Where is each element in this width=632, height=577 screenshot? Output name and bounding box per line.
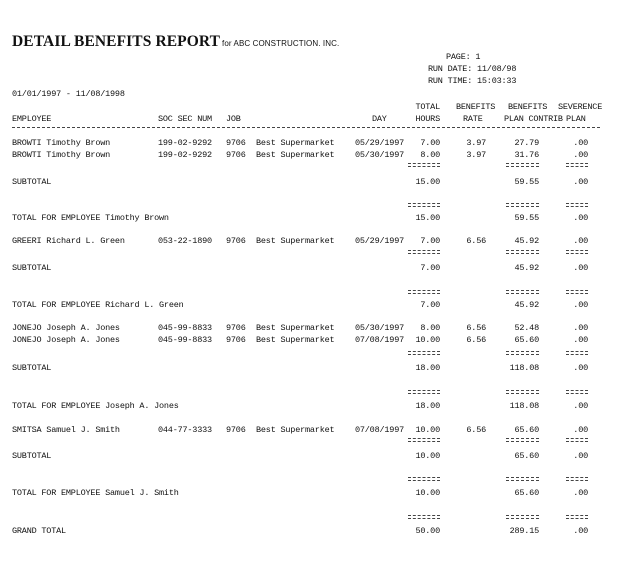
run-time: RUN TIME: 15:03:33 — [428, 76, 517, 86]
column-rule — [506, 477, 539, 481]
job-number-cell: 9706 — [226, 323, 246, 333]
total-contrib: 118.08 — [509, 363, 539, 373]
rate-cell: 6.56 — [466, 236, 486, 246]
col-sev-line1: SEVERENCE — [558, 102, 603, 112]
column-rule — [408, 390, 440, 394]
total-label: TOTAL FOR EMPLOYEE Joseph A. Jones — [12, 401, 179, 411]
total-severance: .00 — [573, 488, 588, 498]
column-rule — [506, 390, 539, 394]
column-rule — [408, 163, 440, 167]
total-contrib: 118.08 — [509, 401, 539, 411]
contrib-cell: 45.92 — [514, 236, 539, 246]
col-job: JOB — [226, 114, 241, 124]
soc-sec-cell: 053-22-1890 — [158, 236, 212, 246]
total-label: SUBTOTAL — [12, 177, 52, 187]
job-number-cell: 9706 — [226, 150, 246, 160]
job-name-cell: Best Supermarket — [256, 425, 335, 435]
job-name-cell: Best Supermarket — [256, 323, 335, 333]
severance-cell: .00 — [573, 138, 588, 148]
total-hours: 15.00 — [415, 213, 440, 223]
rate-cell: 6.56 — [466, 323, 486, 333]
total-label: TOTAL FOR EMPLOYEE Richard L. Green — [12, 300, 184, 310]
severance-cell: .00 — [573, 150, 588, 160]
employee-cell: BROWTI Timothy Brown — [12, 138, 111, 148]
column-rule — [408, 351, 440, 355]
rate-cell: 3.97 — [466, 138, 486, 148]
total-label: SUBTOTAL — [12, 451, 52, 461]
total-hours: 50.00 — [415, 526, 440, 536]
total-hours: 18.00 — [415, 363, 440, 373]
column-rule — [566, 477, 588, 481]
total-label: SUBTOTAL — [12, 263, 52, 273]
total-severance: .00 — [573, 177, 588, 187]
day-cell: 05/30/1997 — [354, 150, 404, 160]
total-contrib: 289.15 — [509, 526, 539, 536]
date-range: 01/01/1997 - 11/08/1998 — [12, 89, 125, 99]
hours-cell: 10.00 — [415, 335, 440, 345]
total-severance: .00 — [573, 451, 588, 461]
column-rule — [408, 250, 440, 254]
total-label: GRAND TOTAL — [12, 526, 66, 536]
col-day: DAY — [372, 114, 387, 124]
job-name-cell: Best Supermarket — [256, 138, 335, 148]
total-hours: 7.00 — [420, 263, 440, 273]
column-rule — [506, 163, 539, 167]
column-rule — [566, 250, 588, 254]
contrib-cell: 65.60 — [514, 335, 539, 345]
job-number-cell: 9706 — [226, 425, 246, 435]
column-rule — [506, 515, 539, 519]
total-contrib: 59.55 — [514, 213, 539, 223]
soc-sec-cell: 045-99-8833 — [158, 335, 212, 345]
header-rule — [12, 127, 600, 128]
total-hours: 18.00 — [415, 401, 440, 411]
contrib-cell: 65.60 — [514, 425, 539, 435]
total-severance: .00 — [573, 401, 588, 411]
job-number-cell: 9706 — [226, 335, 246, 345]
day-cell: 07/08/1997 — [354, 335, 404, 345]
column-rule — [566, 290, 588, 294]
day-cell: 05/30/1997 — [354, 323, 404, 333]
total-severance: .00 — [573, 213, 588, 223]
col-rate-line2: RATE — [463, 114, 483, 124]
severance-cell: .00 — [573, 425, 588, 435]
contrib-cell: 52.48 — [514, 323, 539, 333]
column-rule — [408, 203, 440, 207]
severance-cell: .00 — [573, 323, 588, 333]
day-cell: 07/08/1997 — [354, 425, 404, 435]
report-title: DETAIL BENEFITS REPORT — [12, 33, 221, 50]
rate-cell: 6.56 — [466, 425, 486, 435]
column-rule — [566, 515, 588, 519]
rate-cell: 3.97 — [466, 150, 486, 160]
column-rule — [506, 351, 539, 355]
employee-cell: BROWTI Timothy Brown — [12, 150, 111, 160]
total-hours: 7.00 — [420, 300, 440, 310]
column-rule — [506, 250, 539, 254]
total-hours: 15.00 — [415, 177, 440, 187]
total-severance: .00 — [573, 526, 588, 536]
day-cell: 05/29/1997 — [354, 236, 404, 246]
column-rule — [506, 203, 539, 207]
column-rule — [566, 390, 588, 394]
job-name-cell: Best Supermarket — [256, 236, 335, 246]
severance-cell: .00 — [573, 335, 588, 345]
col-total-line1: TOTAL — [415, 102, 440, 112]
total-severance: .00 — [573, 300, 588, 310]
severance-cell: .00 — [573, 236, 588, 246]
column-rule — [408, 477, 440, 481]
total-label: TOTAL FOR EMPLOYEE Samuel J. Smith — [12, 488, 179, 498]
contrib-cell: 27.79 — [514, 138, 539, 148]
company-name: for ABC CONSTRUCTION. INC. — [222, 39, 340, 48]
column-rule — [566, 163, 588, 167]
hours-cell: 7.00 — [420, 236, 440, 246]
col-soc: SOC SEC NUM — [158, 114, 212, 124]
hours-cell: 7.00 — [420, 138, 440, 148]
total-severance: .00 — [573, 263, 588, 273]
soc-sec-cell: 199-02-9292 — [158, 138, 212, 148]
hours-cell: 8.00 — [420, 150, 440, 160]
hours-cell: 8.00 — [420, 323, 440, 333]
soc-sec-cell: 199-02-9292 — [158, 150, 212, 160]
column-rule — [408, 515, 440, 519]
total-label: TOTAL FOR EMPLOYEE Timothy Brown — [12, 213, 169, 223]
col-contrib-line2: PLAN CONTRIB — [504, 114, 563, 124]
column-rule — [566, 438, 588, 442]
column-rule — [566, 351, 588, 355]
employee-cell: GREERI Richard L. Green — [12, 236, 125, 246]
col-rate-line1: BENEFITS — [456, 102, 496, 112]
hours-cell: 10.00 — [415, 425, 440, 435]
employee-cell: SMITSA Samuel J. Smith — [12, 425, 120, 435]
soc-sec-cell: 044-77-3333 — [158, 425, 212, 435]
column-rule — [408, 438, 440, 442]
col-employee: EMPLOYEE — [12, 114, 52, 124]
column-rule — [506, 290, 539, 294]
total-label: SUBTOTAL — [12, 363, 52, 373]
col-contrib-line1: BENEFITS — [508, 102, 548, 112]
contrib-cell: 31.76 — [514, 150, 539, 160]
page-number: PAGE: 1 — [446, 52, 481, 62]
col-sev-line2: PLAN — [566, 114, 586, 124]
column-rule — [566, 203, 588, 207]
soc-sec-cell: 045-99-8833 — [158, 323, 212, 333]
employee-cell: JONEJO Joseph A. Jones — [12, 335, 120, 345]
run-date: RUN DATE: 11/08/98 — [428, 64, 517, 74]
job-number-cell: 9706 — [226, 236, 246, 246]
total-contrib: 45.92 — [514, 263, 539, 273]
rate-cell: 6.56 — [466, 335, 486, 345]
total-hours: 10.00 — [415, 488, 440, 498]
col-total-line2: HOURS — [415, 114, 440, 124]
job-number-cell: 9706 — [226, 138, 246, 148]
total-contrib: 65.60 — [514, 488, 539, 498]
column-rule — [408, 290, 440, 294]
day-cell: 05/29/1997 — [354, 138, 404, 148]
total-severance: .00 — [573, 363, 588, 373]
job-name-cell: Best Supermarket — [256, 335, 335, 345]
column-rule — [506, 438, 539, 442]
employee-cell: JONEJO Joseph A. Jones — [12, 323, 120, 333]
total-contrib: 65.60 — [514, 451, 539, 461]
job-name-cell: Best Supermarket — [256, 150, 335, 160]
total-contrib: 59.55 — [514, 177, 539, 187]
total-contrib: 45.92 — [514, 300, 539, 310]
total-hours: 10.00 — [415, 451, 440, 461]
